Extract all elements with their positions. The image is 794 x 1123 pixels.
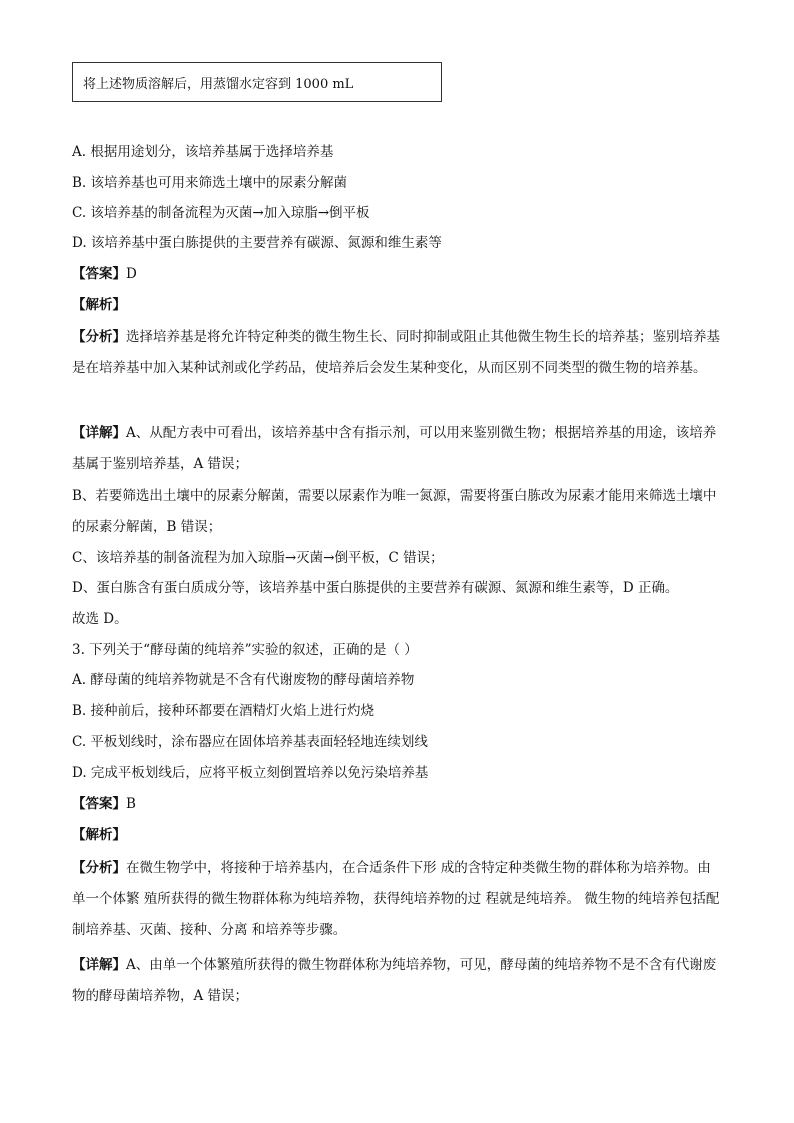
answer-value: D <box>126 266 137 282</box>
fenxi-tag: 【分析】 <box>72 329 126 345</box>
table-last-row <box>72 62 442 102</box>
q2-analysis-tag: 【解析】 <box>72 297 126 313</box>
q3-xiangjie-a: 【详解】A、由单一个体繁殖所获得的微生物群体称为纯培养物，可见，酵母菌的纯培养物不是不含有代谢废物的酵母菌培养物，A 错误； <box>72 957 717 1004</box>
q3-stem: 3. 下列关于“酵母菌的纯培养”实验的叙述，正确的是（ ） <box>72 642 418 658</box>
q2-option-a: A. 根据用途划分，该培养基属于选择培养基 <box>72 144 334 160</box>
q2-option-b: B. 该培养基也可用来筛选土壤中的尿素分解菌 <box>72 175 348 191</box>
q2-option-c: C. 该培养基的制备流程为灭菌→加入琼脂→倒平板 <box>72 205 370 221</box>
q3-option-c: C. 平板划线时，涂布器应在固体培养基表面轻轻地连续划线 <box>72 734 428 750</box>
answer-value: B <box>126 796 136 812</box>
q3-option-a: A. 酵母菌的纯培养物就是不含有代谢废物的酵母菌培养物 <box>72 672 415 688</box>
q2-answer <box>72 264 722 284</box>
xiangjie-a-text: A、从配方表中可看出，该培养基中含有指示剂，可以用来鉴别微生物；根据培养基的用途，该培养基属于鉴别培养基，A 错误； <box>72 425 717 472</box>
xiangjie-tag: 【详解】 <box>72 425 126 441</box>
fenxi-text: 在微生物学中，将接种于培养基内，在合适条件下形 成的含特定种类微生物的群体称为培养物。由单一个体繁 殖所获得的微生物群体称为纯培养物，获得纯培养物的过 程就是纯培养。 微生物的纯培养包括配制培养基、灭菌、接种、分离 和培养等步骤。 <box>72 860 720 938</box>
q3-option-d: D. 完成平板划线后，应将平板立刻倒置培养以免污染培养基 <box>72 765 429 781</box>
q2-conclusion: 故选 D。 <box>72 611 128 627</box>
q2-xiangjie-d: D、蛋白胨含有蛋白质成分等，该培养基中蛋白胨提供的主要营养有碳源、氮源和维生素等，D 正确。 <box>72 580 679 596</box>
q2-xiangjie-a <box>72 418 722 480</box>
q3-fenxi: 【分析】在微生物学中，将接种于培养基内，在合适条件下形 成的含特定种类微生物的群体称为培养物。由单一个体繁 殖所获得的微生物群体称为纯培养物，获得纯培养物的过 程就是纯培养。 微生物的纯培养包括配制培养基、灭菌、接种、分离 和培养等步骤。 <box>72 860 720 938</box>
q3-analysis-tag: 【解析】 <box>72 827 126 843</box>
q2-xiangjie-b: B、若要筛选出土壤中的尿素分解菌，需要以尿素作为唯一氮源，需要将蛋白胨改为尿素才能用来筛选土壤中的尿素分解菌，B 错误； <box>72 488 717 535</box>
q2-fenxi <box>72 322 722 384</box>
q3-option-b: B. 接种前后，接种环都要在酒精灯火焰上进行灼烧 <box>72 703 375 719</box>
table-cell-text: 将上述物质溶解后，用蒸馏水定容到 1000 mL <box>83 76 354 92</box>
q2-option-d: D. 该培养基中蛋白胨提供的主要营养有碳源、氮源和维生素等 <box>72 235 442 251</box>
fenxi-text: 选择培养基是将允许特定种类的微生物生长、同时抑制或阻止其他微生物生长的培养基；鉴别培养基是在培养基中加入某种试剂或化学药品，使培养后会发生某种变化，从而区别不同类型的微生物的培养基。 <box>72 329 720 376</box>
q3-answer: 【答案】B <box>72 796 136 812</box>
xiangjie-a-text: A、由单一个体繁殖所获得的微生物群体称为纯培养物，可见，酵母菌的纯培养物不是不含有代谢废物的酵母菌培养物，A 错误； <box>72 957 717 1004</box>
q2-xiangjie-c: C、该培养基的制备流程为加入琼脂→灭菌→倒平板，C 错误； <box>72 550 444 566</box>
answer-tag: 【答案】 <box>72 266 126 282</box>
